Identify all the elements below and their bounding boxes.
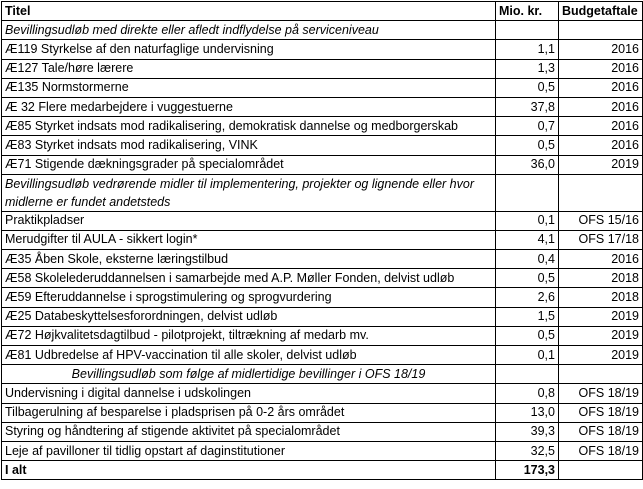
row-agreement: 2016 [559, 97, 643, 116]
empty-cell [496, 174, 559, 211]
row-agreement: 2019 [559, 155, 643, 174]
row-amount: 0,5 [496, 326, 559, 345]
row-title: Æ127 Tale/høre lærere [2, 59, 496, 78]
row-agreement: OFS 18/19 [559, 384, 643, 403]
table-row [2, 136, 643, 155]
row-title: Æ83 Styrket indsats mod radikalisering, VINK [2, 136, 496, 155]
row-title: Æ72 Højkvalitetsdagtilbud - pilotprojekt, tiltrækning af medarb mv. [2, 326, 496, 345]
table-row [2, 441, 643, 460]
empty-cell [496, 365, 559, 384]
table-row [2, 78, 643, 97]
row-title: Undervisning i digital dannelse i udskolingen [2, 384, 496, 403]
row-title: Tilbagerulning af besparelse i pladsprisen på 0-2 års området [2, 403, 496, 422]
table-row [2, 40, 643, 59]
row-amount: 1,3 [496, 59, 559, 78]
row-amount: 4,1 [496, 230, 559, 249]
row-agreement: 2019 [559, 346, 643, 365]
table-row [2, 211, 643, 230]
row-amount: 37,8 [496, 97, 559, 116]
row-amount: 39,3 [496, 422, 559, 441]
empty-cell [496, 21, 559, 40]
header-agreement: Budgetaftale [559, 2, 643, 21]
row-title: Leje af pavilloner til tidlig opstart af daginstitutioner [2, 441, 496, 460]
table-row [2, 155, 643, 174]
row-agreement: 2016 [559, 250, 643, 269]
row-title: Æ71 Stigende dækningsgrader på specialområdet [2, 155, 496, 174]
section-heading-row [2, 21, 643, 40]
row-agreement: 2018 [559, 288, 643, 307]
section-heading-row [2, 174, 643, 211]
row-title: Æ59 Efteruddannelse i sprogstimulering og sprogvurdering [2, 288, 496, 307]
table-row [2, 326, 643, 345]
table-row [2, 288, 643, 307]
row-amount: 1,1 [496, 40, 559, 59]
row-amount: 32,5 [496, 441, 559, 460]
section1-heading: Bevillingsudløb med direkte eller afledt indflydelse på serviceniveau [2, 21, 496, 40]
row-title: Æ58 Skolelederuddannelsen i samarbejde med A.P. Møller Fonden, delvist udløb [2, 269, 496, 288]
table-row [2, 307, 643, 326]
row-title: Merudgifter til AULA - sikkert login* [2, 230, 496, 249]
section2-heading: Bevillingsudløb vedrørende midler til implementering, projekter og lignende eller hvor midlerne er fundet andetsteds [2, 174, 496, 211]
total-agreement [559, 461, 643, 480]
row-title: Praktikpladser [2, 211, 496, 230]
row-agreement: 2016 [559, 59, 643, 78]
empty-cell [559, 174, 643, 211]
table-row [2, 384, 643, 403]
row-title: Æ 32 Flere medarbejdere i vuggestuerne [2, 97, 496, 116]
table-row [2, 250, 643, 269]
section-heading-row [2, 365, 643, 384]
row-agreement: 2018 [559, 269, 643, 288]
empty-cell [559, 365, 643, 384]
row-agreement: 2019 [559, 326, 643, 345]
row-amount: 0,8 [496, 384, 559, 403]
total-amount: 173,3 [496, 461, 559, 480]
row-agreement: OFS 15/16 [559, 211, 643, 230]
total-label: I alt [2, 461, 496, 480]
row-amount: 0,1 [496, 211, 559, 230]
row-title: Æ81 Udbredelse af HPV-vaccination til alle skoler, delvist udløb [2, 346, 496, 365]
row-agreement: OFS 18/19 [559, 441, 643, 460]
empty-cell [559, 21, 643, 40]
row-agreement: 2016 [559, 40, 643, 59]
table-row [2, 117, 643, 136]
row-amount: 1,5 [496, 307, 559, 326]
header-amount: Mio. kr. [496, 2, 559, 21]
row-title: Æ85 Styrket indsats mod radikalisering, demokratisk dannelse og medborgerskab [2, 117, 496, 136]
budget-expiry-table [1, 1, 643, 480]
row-title: Æ35 Åben Skole, eksterne læringstilbud [2, 250, 496, 269]
row-title: Æ135 Normstormerne [2, 78, 496, 97]
table-row [2, 59, 643, 78]
section3-heading: Bevillingsudløb som følge af midlertidige bevillinger i OFS 18/19 [2, 365, 496, 384]
row-agreement: 2016 [559, 136, 643, 155]
row-amount: 0,5 [496, 136, 559, 155]
header-title: Titel [2, 2, 496, 21]
row-agreement: OFS 17/18 [559, 230, 643, 249]
row-amount: 36,0 [496, 155, 559, 174]
row-amount: 0,5 [496, 78, 559, 97]
row-agreement: 2016 [559, 117, 643, 136]
row-title: Æ119 Styrkelse af den naturfaglige undervisning [2, 40, 496, 59]
table-row [2, 97, 643, 116]
row-amount: 0,5 [496, 269, 559, 288]
row-agreement: 2019 [559, 307, 643, 326]
table-row [2, 346, 643, 365]
table-row [2, 422, 643, 441]
header-row [2, 2, 643, 21]
row-title: Æ25 Databeskyttelsesforordningen, delvist udløb [2, 307, 496, 326]
table-row [2, 403, 643, 422]
row-amount: 0,1 [496, 346, 559, 365]
row-title: Styring og håndtering af stigende aktivitet på specialområdet [2, 422, 496, 441]
row-amount: 0,7 [496, 117, 559, 136]
total-row [2, 461, 643, 480]
row-agreement: OFS 18/19 [559, 403, 643, 422]
row-amount: 2,6 [496, 288, 559, 307]
table-row [2, 230, 643, 249]
table-row [2, 269, 643, 288]
row-amount: 13,0 [496, 403, 559, 422]
row-agreement: OFS 18/19 [559, 422, 643, 441]
row-agreement: 2016 [559, 78, 643, 97]
row-amount: 0,4 [496, 250, 559, 269]
